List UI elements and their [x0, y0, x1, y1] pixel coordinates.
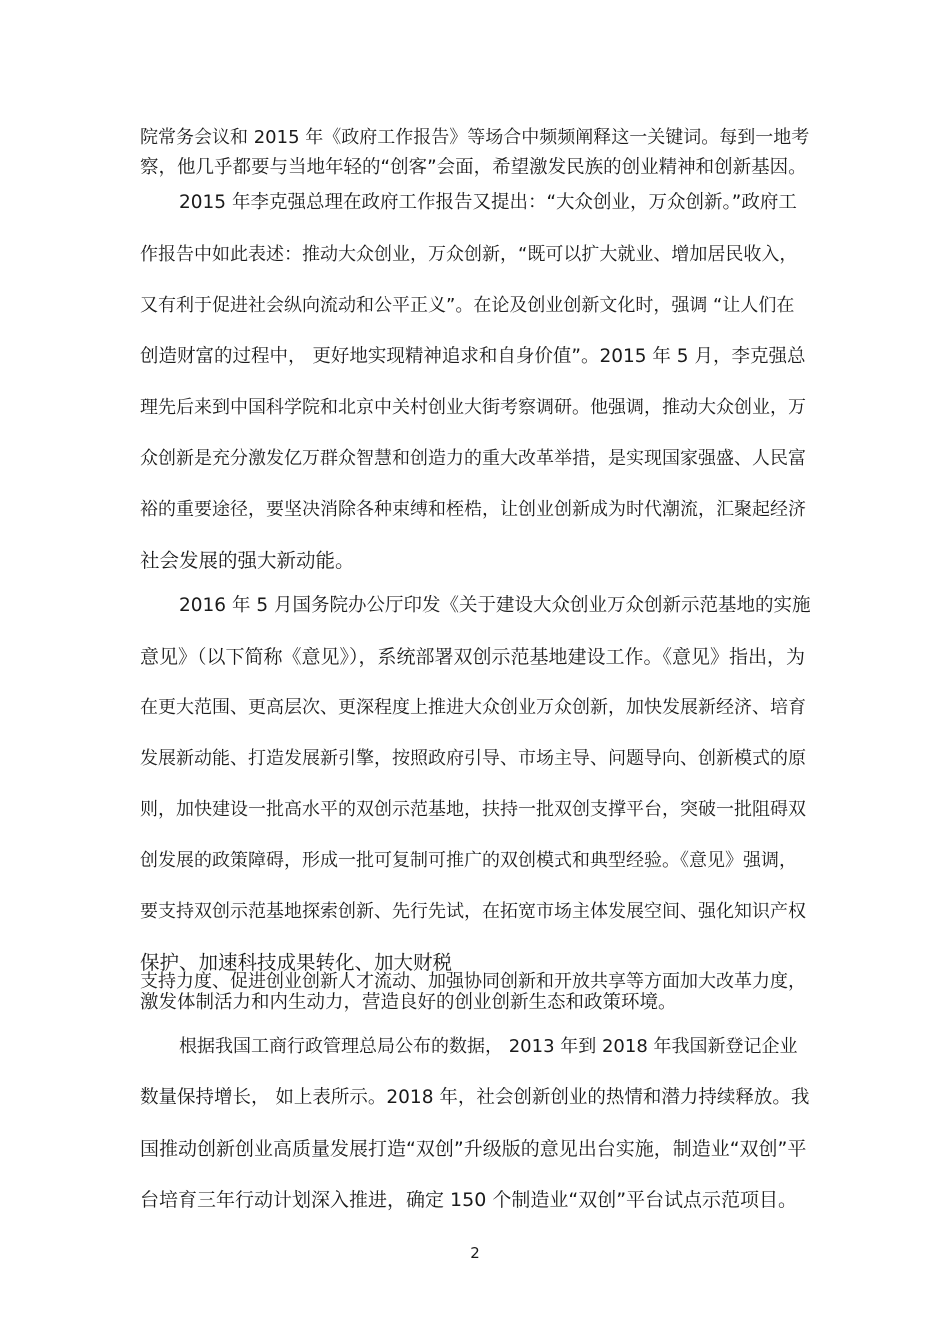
text-line: 要支持双创示范基地探索创新、先行先试，在拓宽市场主体发展空间、强化知识产权	[140, 901, 806, 922]
text-line: 2015 年李克强总理在政府工作报告又提出：“大众创业，万众创新。”政府工	[179, 192, 797, 213]
page-number: 2	[470, 1244, 480, 1262]
text-line: 理先后来到中国科学院和北京中关村创业大街考察调研。他强调，推动大众创业，万	[140, 397, 806, 418]
text-line: 裕的重要途径，要坚决消除各种束缚和桎梏，让创业创新成为时代潮流，汇聚起经济	[140, 499, 806, 520]
text-line: 意见》（以下简称《意见》），系统部署双创示范基地建设工作。《意见》指出，为	[140, 646, 806, 668]
text-line: 数量保持增长， 如上表所示。2018 年，社会创新创业的热情和潜力持续释放。我	[140, 1087, 810, 1108]
text-line: 察，他几乎都要与当地年轻的“创客”会面，希望激发民族的创业精神和创新基因。	[140, 157, 807, 178]
text-line: 又有利于促进社会纵向流动和公平正义”。在论及创业创新文化时，强调 “让人们在	[140, 295, 795, 316]
text-line: 社会发展的强大新动能。	[140, 549, 355, 572]
text-line: 作报告中如此表述：推动大众创业，万众创新，“既可以扩大就业、增加居民收入，	[140, 244, 798, 265]
text-line: 发展新动能、打造发展新引擎，按照政府引导、市场主导、问题导向、创新模式的原	[140, 748, 806, 769]
text-line: 创造财富的过程中， 更好地实现精神追求和自身价值”。2015 年 5 月，李克强总	[140, 346, 806, 367]
text-line: 创发展的政策障碍，形成一批可复制可推广的双创模式和典型经验。《意见》强调，	[140, 850, 797, 871]
text-line: 2016 年 5 月国务院办公厅印发《关于建设大众创业万众创新示范基地的实施	[179, 595, 811, 616]
text-line: 国推动创新创业高质量发展打造“双创”升级版的意见出台实施，制造业“双创”平	[140, 1138, 807, 1160]
text-line: 激发体制活力和内生动力，营造良好的创业创新生态和政策环境。	[140, 992, 677, 1013]
text-line: 保护、加速科技成果转化、加大财税	[140, 951, 453, 974]
text-line: 台培育三年行动计划深入推进，确定 150 个制造业“双创”平台试点示范项目。	[140, 1189, 798, 1211]
text-line: 支持力度、促进创业创新人才流动、加强协同创新和开放共享等方面加大改革力度，	[140, 971, 806, 992]
text-line: 在更大范围、更高层次、更深程度上推进大众创业万众创新，加快发展新经济、培育	[140, 697, 806, 718]
text-line: 院常务会议和 2015 年《政府工作报告》等场合中频频阐释这一关键词。每到一地考	[140, 127, 810, 148]
text-line: 众创新是充分激发亿万群众智慧和创造力的重大改革举措，是实现国家强盛、人民富	[140, 448, 806, 469]
text-line: 根据我国工商行政管理总局公布的数据， 2013 年到 2018 年我国新登记企业	[179, 1036, 798, 1057]
text-line: 则，加快建设一批高水平的双创示范基地，扶持一批双创支撑平台，突破一批阻碍双	[140, 799, 806, 820]
